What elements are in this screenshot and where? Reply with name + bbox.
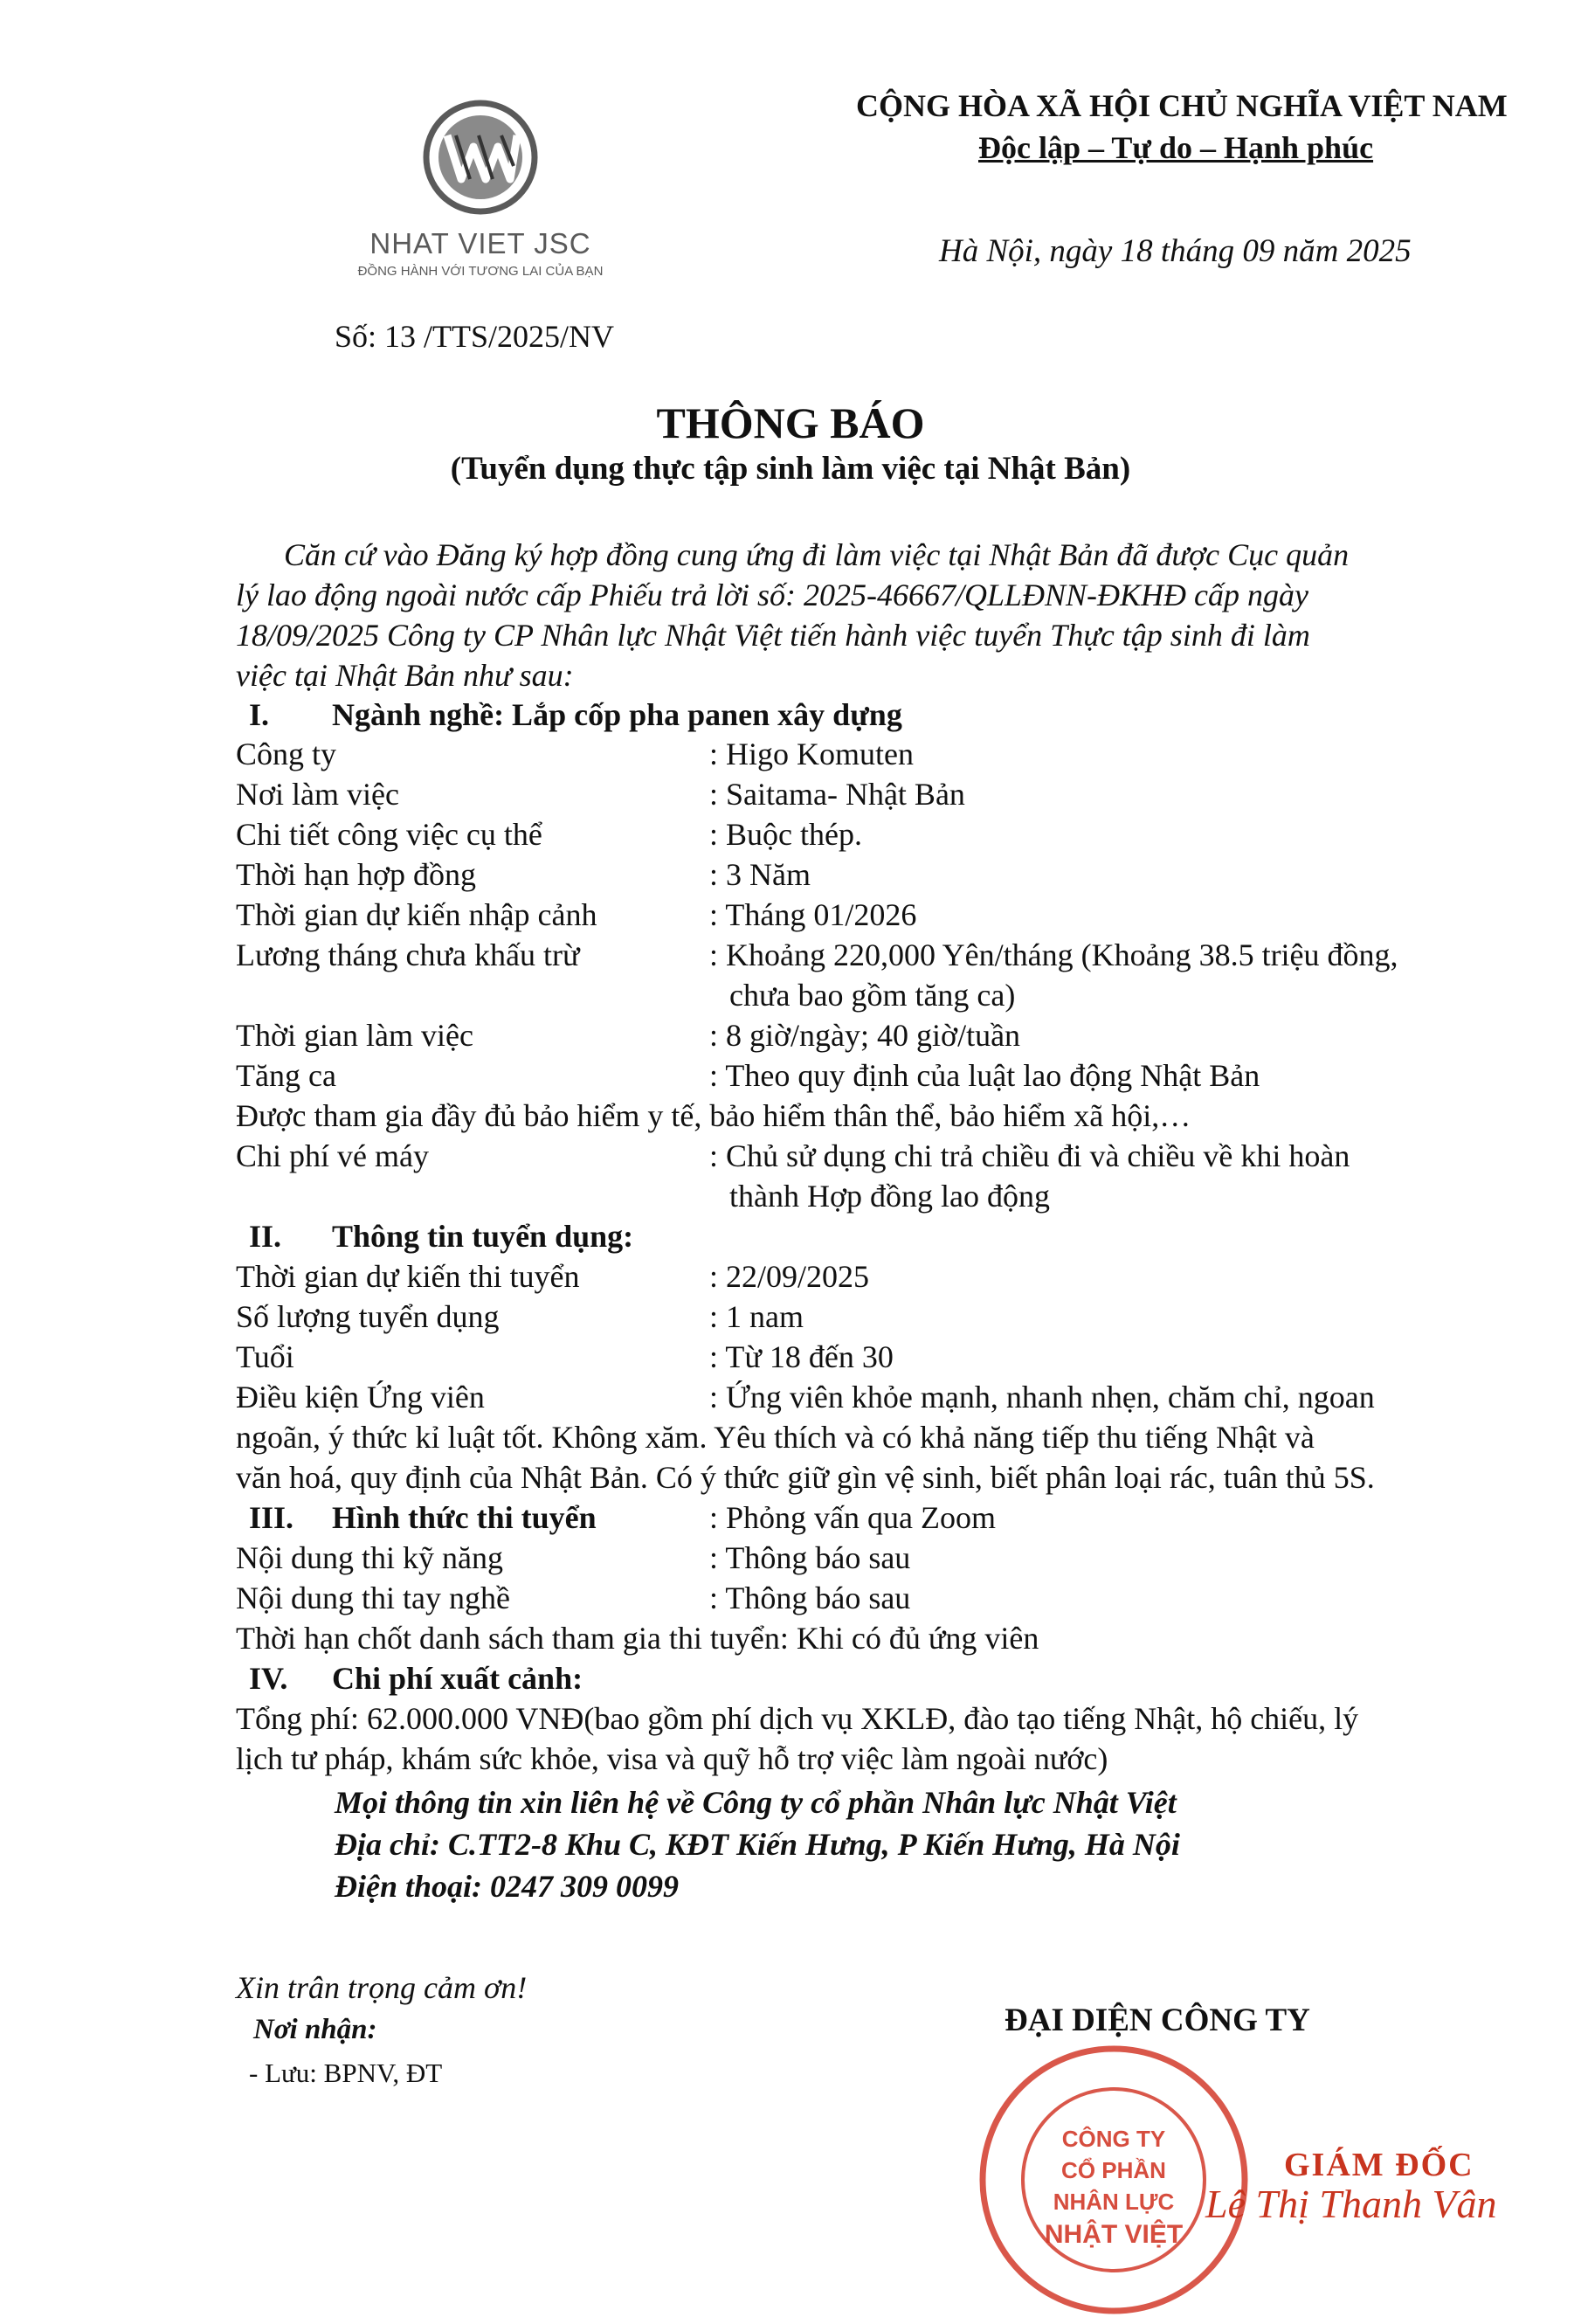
svg-text:CÔNG TY: CÔNG TY	[1061, 2126, 1166, 2152]
section-title: Hình thức thi tuyển	[332, 1500, 597, 1535]
row-value: : Phỏng vấn qua Zoom	[709, 1500, 996, 1535]
national-motto: Độc lập – Tự do – Hạnh phúc	[978, 130, 1374, 165]
stamp-seal-icon	[974, 2040, 1253, 2320]
contact-line: Mọi thông tin xin liên hệ về Công ty cổ phần Nhân lực Nhật Việt	[335, 1785, 1177, 1820]
deadline-line: Thời hạn chốt danh sách tham gia thi tuyển: Khi có đủ ứng viên	[236, 1621, 1039, 1656]
row-label: Lương tháng chưa khấu trừ	[236, 937, 580, 972]
row-label: Nơi làm việc	[236, 777, 399, 812]
section-title: Ngành nghề: Lắp cốp pha panen xây dựng	[332, 697, 902, 732]
svg-text:CỔ PHẦN: CỔ PHẦN	[1061, 2157, 1166, 2183]
row-label: Nội dung thi kỹ năng	[236, 1540, 503, 1575]
contact-phone: Điện thoại: 0247 309 0099	[335, 1869, 680, 1904]
row-label: Chi tiết công việc cụ thể	[236, 817, 542, 852]
row-value-continued: chưa bao gồm tăng ca)	[729, 978, 1016, 1013]
logo-name: NHAT VIET JSC	[369, 227, 591, 259]
row-value: : Higo Komuten	[709, 737, 914, 771]
row-label: Tuổi	[236, 1339, 294, 1374]
row-value: : Saitama- Nhật Bản	[709, 777, 965, 812]
intro-line: lý lao động ngoài nước cấp Phiếu trả lời số: 2025-46667/QLLĐNN-ĐKHĐ cấp ngày	[236, 578, 1308, 612]
row-value: : 3 Năm	[709, 857, 811, 892]
contact-address: Địa chỉ: C.TT2-8 Khu C, KĐT Kiến Hưng, P Kiến Hưng, Hà Nội	[335, 1827, 1180, 1862]
document-title: THÔNG BÁO	[656, 398, 925, 447]
company-stamp	[974, 2040, 1253, 2320]
row-value: : Tháng 01/2026	[709, 897, 917, 932]
republic-heading: CỘNG HÒA XÃ HỘI CHỦ NGHĨA VIỆT NAM	[856, 88, 1508, 123]
row-value: : Từ 18 đến 30	[709, 1339, 894, 1374]
fee-line: Tổng phí: 62.000.000 VNĐ(bao gồm phí dịch vụ XKLĐ, đào tạo tiếng Nhật, hộ chiếu, lý	[236, 1701, 1359, 1736]
signatory-name: Lê Thị Thanh Vân	[1205, 2182, 1497, 2226]
row-label: Thời gian dự kiến nhập cảnh	[236, 897, 597, 932]
section-title: Chi phí xuất cảnh:	[332, 1661, 583, 1696]
row-label: Số lượng tuyển dụng	[236, 1299, 500, 1334]
recipient-item: - Lưu: BPNV, ĐT	[249, 2058, 443, 2088]
row-label: Thời hạn hợp đồng	[236, 857, 477, 892]
logo-tagline: ĐỒNG HÀNH VỚI TƯƠNG LAI CỦA BẠN	[357, 264, 604, 279]
section-title: Thông tin tuyển dụng:	[332, 1219, 634, 1254]
row-label: Tăng ca	[236, 1058, 336, 1093]
intro-line: Căn cứ vào Đăng ký hợp đồng cung ứng đi làm việc tại Nhật Bản đã được Cục quản	[284, 537, 1350, 572]
row-value: : 22/09/2025	[709, 1259, 870, 1294]
svg-text:NHẬT VIỆT: NHẬT VIỆT	[1044, 2220, 1184, 2249]
section-number: III.	[249, 1500, 294, 1535]
representative-heading: ĐẠI DIỆN CÔNG TY	[1005, 2002, 1310, 2038]
section-number: IV.	[249, 1661, 288, 1696]
document-date: Hà Nội, ngày 18 tháng 09 năm 2025	[939, 233, 1412, 269]
row-label: Thời gian dự kiến thi tuyển	[236, 1259, 580, 1294]
row-label: Chi phí vé máy	[236, 1138, 429, 1173]
recipient-label: Nơi nhận:	[253, 2014, 377, 2045]
row-value: : Thông báo sau	[709, 1540, 911, 1575]
row-label: Điều kiện Ứng viên	[236, 1380, 485, 1414]
row-value: : 8 giờ/ngày; 40 giờ/tuần	[709, 1018, 1021, 1053]
row-value-continued: thành Hợp đồng lao động	[729, 1179, 1050, 1214]
section-number: II.	[249, 1219, 282, 1254]
document-subtitle: (Tuyển dụng thực tập sinh làm việc tại Nhật Bản)	[450, 451, 1131, 487]
row-value: : Buộc thép.	[709, 817, 862, 852]
conditions-line: văn hoá, quy định của Nhật Bản. Có ý thức giữ gìn vệ sinh, biết phân loại rác, tuân thủ 5S.	[236, 1460, 1375, 1495]
row-value: : Chủ sử dụng chi trả chiều đi và chiều về khi hoàn	[709, 1138, 1350, 1173]
row-value: : 1 nam	[709, 1299, 804, 1334]
row-value: : Theo quy định của luật lao động Nhật Bản	[709, 1058, 1260, 1093]
document-number: Số: 13 /TTS/2025/NV	[335, 319, 615, 354]
svg-text:NHÂN LỰC: NHÂN LỰC	[1053, 2189, 1175, 2215]
director-title: GIÁM ĐỐC	[1284, 2147, 1474, 2183]
closing-thanks: Xin trân trọng cảm ơn!	[236, 1970, 528, 2005]
row-value: : Thông báo sau	[709, 1580, 911, 1615]
section-number: I.	[249, 697, 270, 732]
row-value: : Ứng viên khỏe mạnh, nhanh nhẹn, chăm chỉ, ngoan	[709, 1380, 1375, 1414]
fee-line: lịch tư pháp, khám sức khỏe, visa và quỹ hỗ trợ việc làm ngoài nước)	[236, 1741, 1108, 1776]
conditions-line: ngoãn, ý thức kỉ luật tốt. Không xăm. Yêu thích và có khả năng tiếp thu tiếng Nhật và	[236, 1420, 1315, 1455]
company-logo	[323, 96, 638, 297]
insurance-line: Được tham gia đầy đủ bảo hiểm y tế, bảo hiểm thân thể, bảo hiểm xã hội,…	[236, 1098, 1191, 1133]
intro-line: việc tại Nhật Bản như sau:	[236, 658, 574, 693]
row-label: Công ty	[236, 737, 337, 771]
row-value: : Khoảng 220,000 Yên/tháng (Khoảng 38.5 triệu đồng,	[709, 937, 1398, 972]
row-label: Nội dung thi tay nghề	[236, 1580, 510, 1615]
intro-line: 18/09/2025 Công ty CP Nhân lực Nhật Việt tiến hành việc tuyển Thực tập sinh đi làm	[236, 618, 1310, 653]
row-label: Thời gian làm việc	[236, 1018, 473, 1053]
